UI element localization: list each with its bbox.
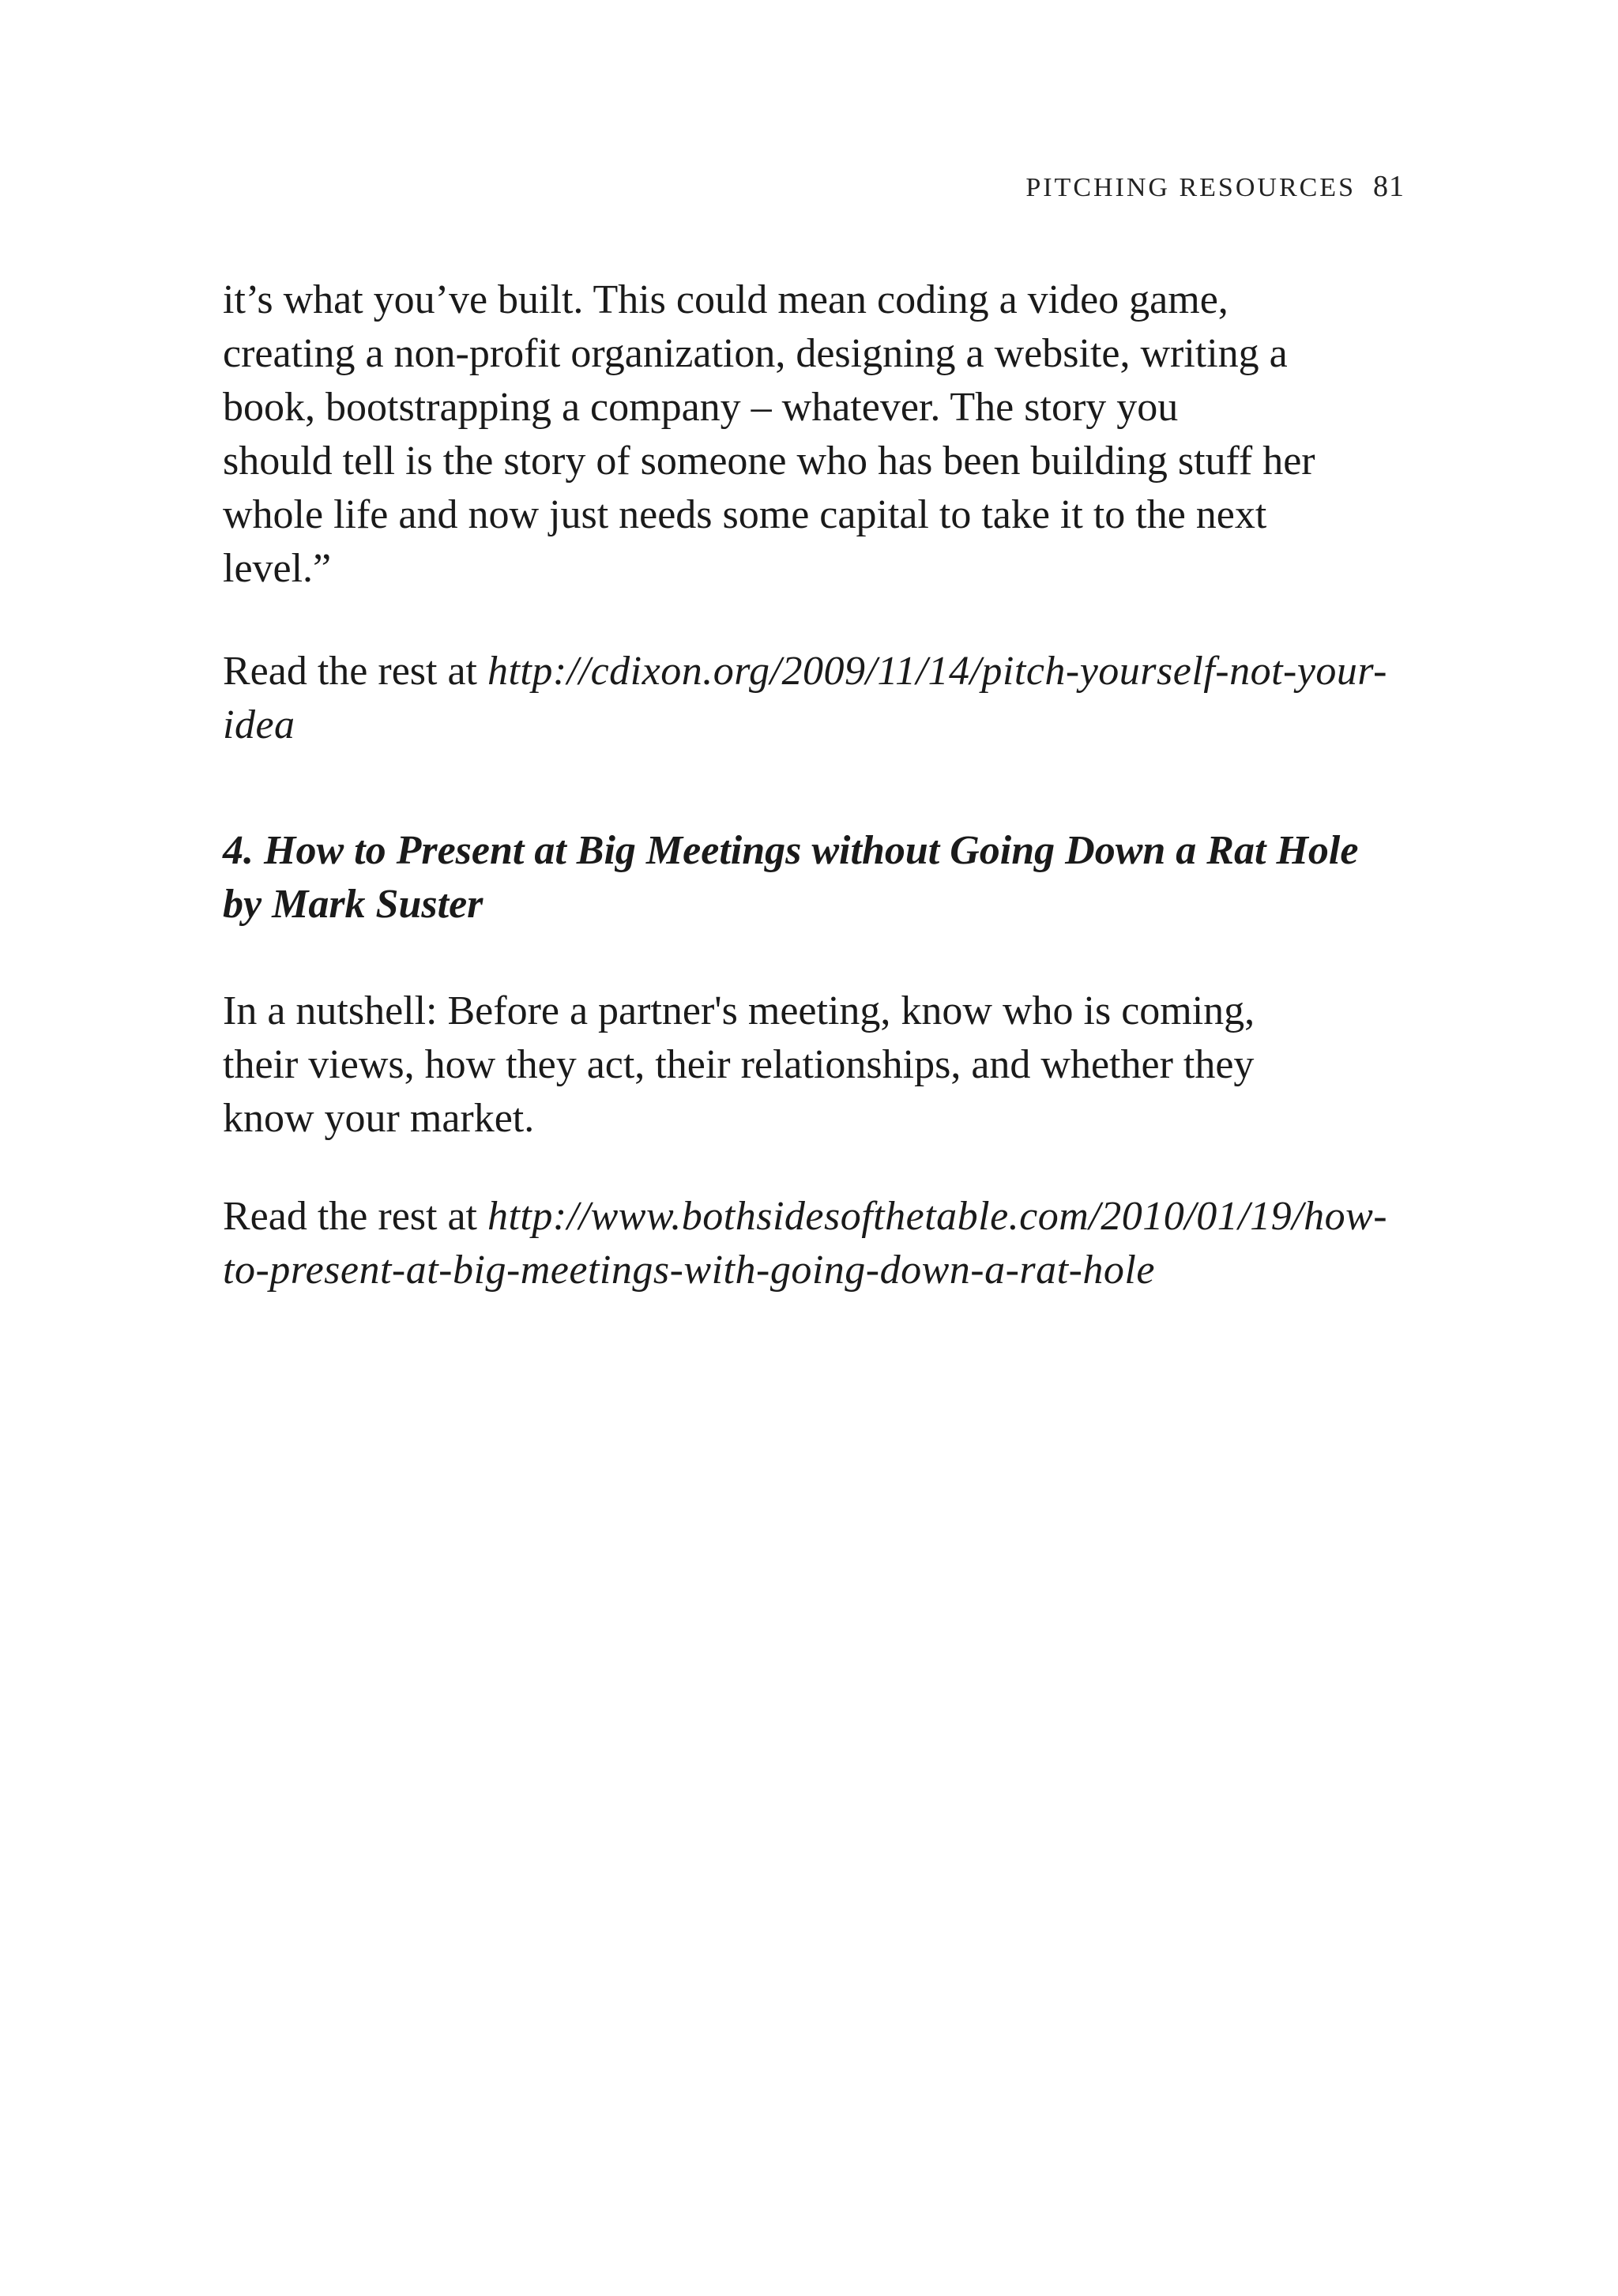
summary-paragraph bbox=[223, 984, 1405, 1146]
text-line: their views, how they act, their relationships, and whether they bbox=[223, 1042, 1255, 1087]
running-header-title: PITCHING RESOURCES bbox=[1025, 173, 1356, 202]
section-heading-author: by Mark Suster bbox=[223, 882, 484, 927]
read-more-paragraph bbox=[223, 1190, 1405, 1297]
read-more-prefix: Read the rest at bbox=[223, 649, 487, 694]
page-number: 81 bbox=[1373, 170, 1405, 203]
read-more-prefix: Read the rest at bbox=[223, 1194, 487, 1239]
article-url-continued[interactable]: idea bbox=[223, 702, 295, 747]
text-line: whole life and now just needs some capital to take it to the next bbox=[223, 492, 1267, 537]
text-line: creating a non-profit organization, designing a website, writing a bbox=[223, 331, 1288, 376]
text-line: should tell is the story of someone who has been building stuff her bbox=[223, 438, 1315, 484]
text-line: it’s what you’ve built. This could mean coding a video game, bbox=[223, 277, 1229, 322]
section-heading-line: 4. How to Present at Big Meetings without Going Down a Rat Hole bbox=[223, 828, 1359, 873]
article-url[interactable]: http://cdixon.org/2009/11/14/pitch-yourself-not-your- bbox=[487, 649, 1387, 694]
text-line: book, bootstrapping a company – whatever. The story you bbox=[223, 385, 1179, 430]
section-heading bbox=[223, 824, 1405, 932]
article-url-continued[interactable]: to-present-at-big-meetings-with-going-down-a-rat-hole bbox=[223, 1248, 1155, 1293]
text-line: know your market. bbox=[223, 1096, 535, 1141]
quote-continuation-paragraph bbox=[223, 273, 1405, 596]
book-page bbox=[223, 0, 1405, 2296]
text-line: level.” bbox=[223, 546, 332, 591]
running-header bbox=[1025, 169, 1405, 204]
read-more-paragraph bbox=[223, 645, 1405, 752]
article-url[interactable]: http://www.bothsidesofthetable.com/2010/01/19/how- bbox=[487, 1194, 1388, 1239]
text-line: In a nutshell: Before a partner's meeting, know who is coming, bbox=[223, 988, 1255, 1033]
